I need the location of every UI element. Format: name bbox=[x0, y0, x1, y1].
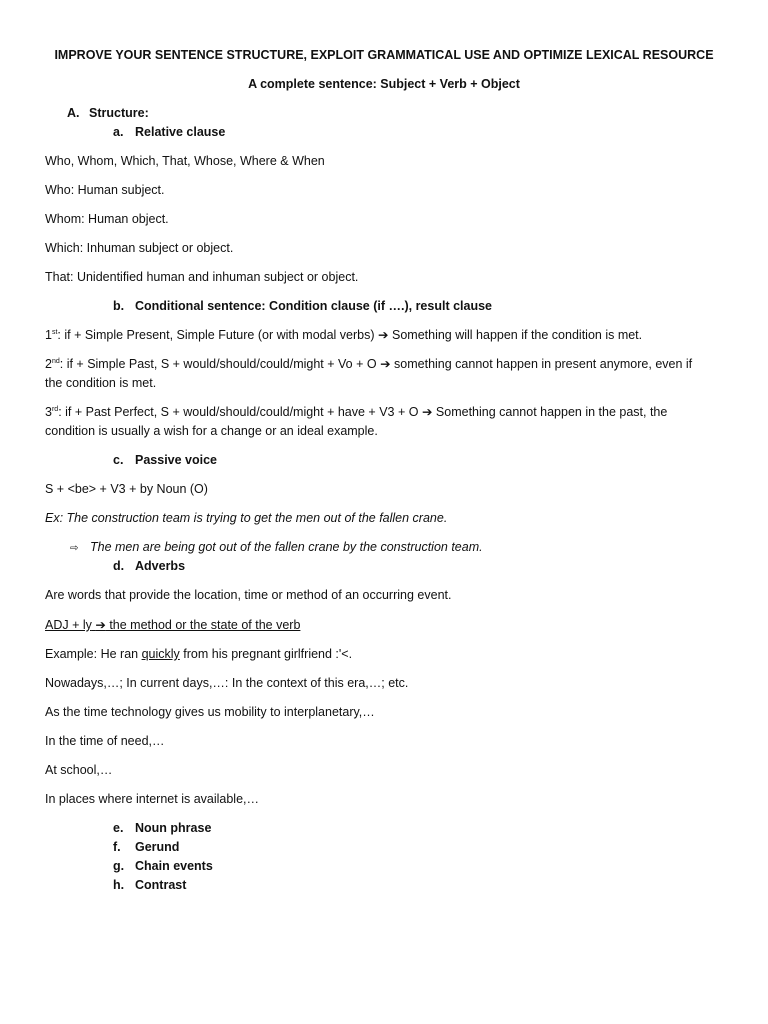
relative-whom-line: Whom: Human object. bbox=[45, 212, 169, 226]
conditional-third-line bbox=[45, 405, 667, 420]
conditional-first-line bbox=[45, 328, 642, 343]
contrast-heading bbox=[113, 878, 186, 893]
gerund-title: Gerund bbox=[135, 840, 180, 854]
arrow-bullet-icon: ⇨ bbox=[70, 543, 79, 554]
right-arrow-icon: ➔ bbox=[378, 328, 389, 342]
adverbs-phrase-line: In places where internet is available,… bbox=[45, 792, 260, 806]
chain-events-title: Chain events bbox=[135, 859, 213, 873]
adverbs-example bbox=[45, 647, 352, 662]
section-a-heading bbox=[67, 106, 149, 121]
relative-clause-heading bbox=[113, 125, 225, 140]
adverbs-rule bbox=[45, 618, 300, 633]
conditional-second-suffix: nd bbox=[51, 357, 60, 365]
conditional-label: b. bbox=[113, 299, 125, 313]
relative-who-line: Who: Human subject. bbox=[45, 183, 165, 197]
relative-that-line: That: Unidentified human and inhuman subject or object. bbox=[45, 270, 359, 284]
conditional-first-result: Something will happen if the condition is met. bbox=[388, 328, 643, 342]
passive-result-text: The men are being got out of the fallen crane by the construction team. bbox=[90, 540, 483, 554]
relative-which-line: Which: Inhuman subject or object. bbox=[45, 241, 234, 255]
conditional-third-continuation: condition is usually a wish for a change or an ideal example. bbox=[45, 424, 378, 438]
adverbs-rule-left: ADJ + ly bbox=[45, 618, 92, 632]
passive-voice-label: c. bbox=[113, 453, 124, 467]
document-title: IMPROVE YOUR SENTENCE STRUCTURE, EXPLOIT GRAMMATICAL USE AND OPTIMIZE LEXICAL RESOURCE bbox=[54, 48, 714, 62]
adverbs-example-word: quickly bbox=[141, 647, 180, 661]
adverbs-phrase-line: In the time of need,… bbox=[45, 734, 165, 748]
passive-voice-title: Passive voice bbox=[135, 453, 218, 467]
noun-phrase-heading bbox=[113, 821, 211, 836]
contrast-label: h. bbox=[113, 878, 125, 892]
right-arrow-icon: ➔ bbox=[380, 357, 391, 371]
adverbs-phrase-line: Nowadays,…; In current days,…: In the context of this era,…; etc. bbox=[45, 676, 409, 690]
conditional-first-suffix: st bbox=[51, 328, 58, 336]
chain-events-heading bbox=[113, 859, 213, 874]
adverbs-label: d. bbox=[113, 559, 125, 573]
adverbs-phrase-line: At school,… bbox=[45, 763, 113, 777]
section-a-title: Structure: bbox=[89, 106, 149, 120]
conditional-second-line bbox=[45, 357, 692, 372]
conditional-third-number: 3 bbox=[45, 405, 52, 419]
conditional-second-number: 2 bbox=[45, 357, 52, 371]
chain-events-label: g. bbox=[113, 859, 125, 873]
conditional-second-text: : if + Simple Past, S + would/should/could/might + Vo + O bbox=[59, 357, 377, 371]
relative-pronouns-line: Who, Whom, Which, That, Whose, Where & When bbox=[45, 154, 325, 168]
passive-result-line bbox=[70, 540, 483, 556]
conditional-second-result: something cannot happen in present anymore, even if bbox=[390, 357, 693, 371]
conditional-third-text: : if + Past Perfect, S + would/should/could/might + have + V3 + O bbox=[58, 405, 419, 419]
relative-clause-title: Relative clause bbox=[135, 125, 226, 139]
adverbs-heading bbox=[113, 559, 185, 574]
conditional-third-suffix: rd bbox=[51, 405, 59, 413]
passive-formula: S + <be> + V3 + by Noun (O) bbox=[45, 482, 208, 496]
gerund-label: f. bbox=[113, 840, 121, 854]
conditional-third-result: Something cannot happen in the past, the bbox=[432, 405, 668, 419]
conditional-second-continuation: the condition is met. bbox=[45, 376, 157, 390]
conditional-first-number: 1 bbox=[45, 328, 52, 342]
noun-phrase-title: Noun phrase bbox=[135, 821, 212, 835]
adverbs-phrase-line: As the time technology gives us mobility to interplanetary,… bbox=[45, 705, 375, 719]
adverbs-title: Adverbs bbox=[135, 559, 186, 573]
passive-voice-heading bbox=[113, 453, 217, 468]
document-subtitle: A complete sentence: Subject + Verb + Object bbox=[248, 77, 520, 91]
conditional-title: Conditional sentence: Condition clause (if ….), result clause bbox=[135, 299, 492, 313]
conditional-heading bbox=[113, 299, 492, 314]
noun-phrase-label: e. bbox=[113, 821, 124, 835]
conditional-first-text: : if + Simple Present, Simple Future (or with modal verbs) bbox=[57, 328, 375, 342]
adverbs-example-prefix: Example: He ran bbox=[45, 647, 142, 661]
contrast-title: Contrast bbox=[135, 878, 187, 892]
right-arrow-icon: ➔ bbox=[95, 618, 106, 632]
passive-example: Ex: The construction team is trying to get the men out of the fallen crane. bbox=[45, 511, 448, 525]
right-arrow-icon: ➔ bbox=[421, 405, 433, 419]
relative-clause-label: a. bbox=[113, 125, 124, 139]
adverbs-example-suffix: from his pregnant girlfriend :'<. bbox=[179, 647, 353, 661]
adverbs-rule-right: the method or the state of the verb bbox=[105, 618, 301, 632]
gerund-heading bbox=[113, 840, 179, 855]
section-a-label: A. bbox=[67, 106, 80, 120]
adverbs-definition: Are words that provide the location, time or method of an occurring event. bbox=[45, 588, 452, 602]
